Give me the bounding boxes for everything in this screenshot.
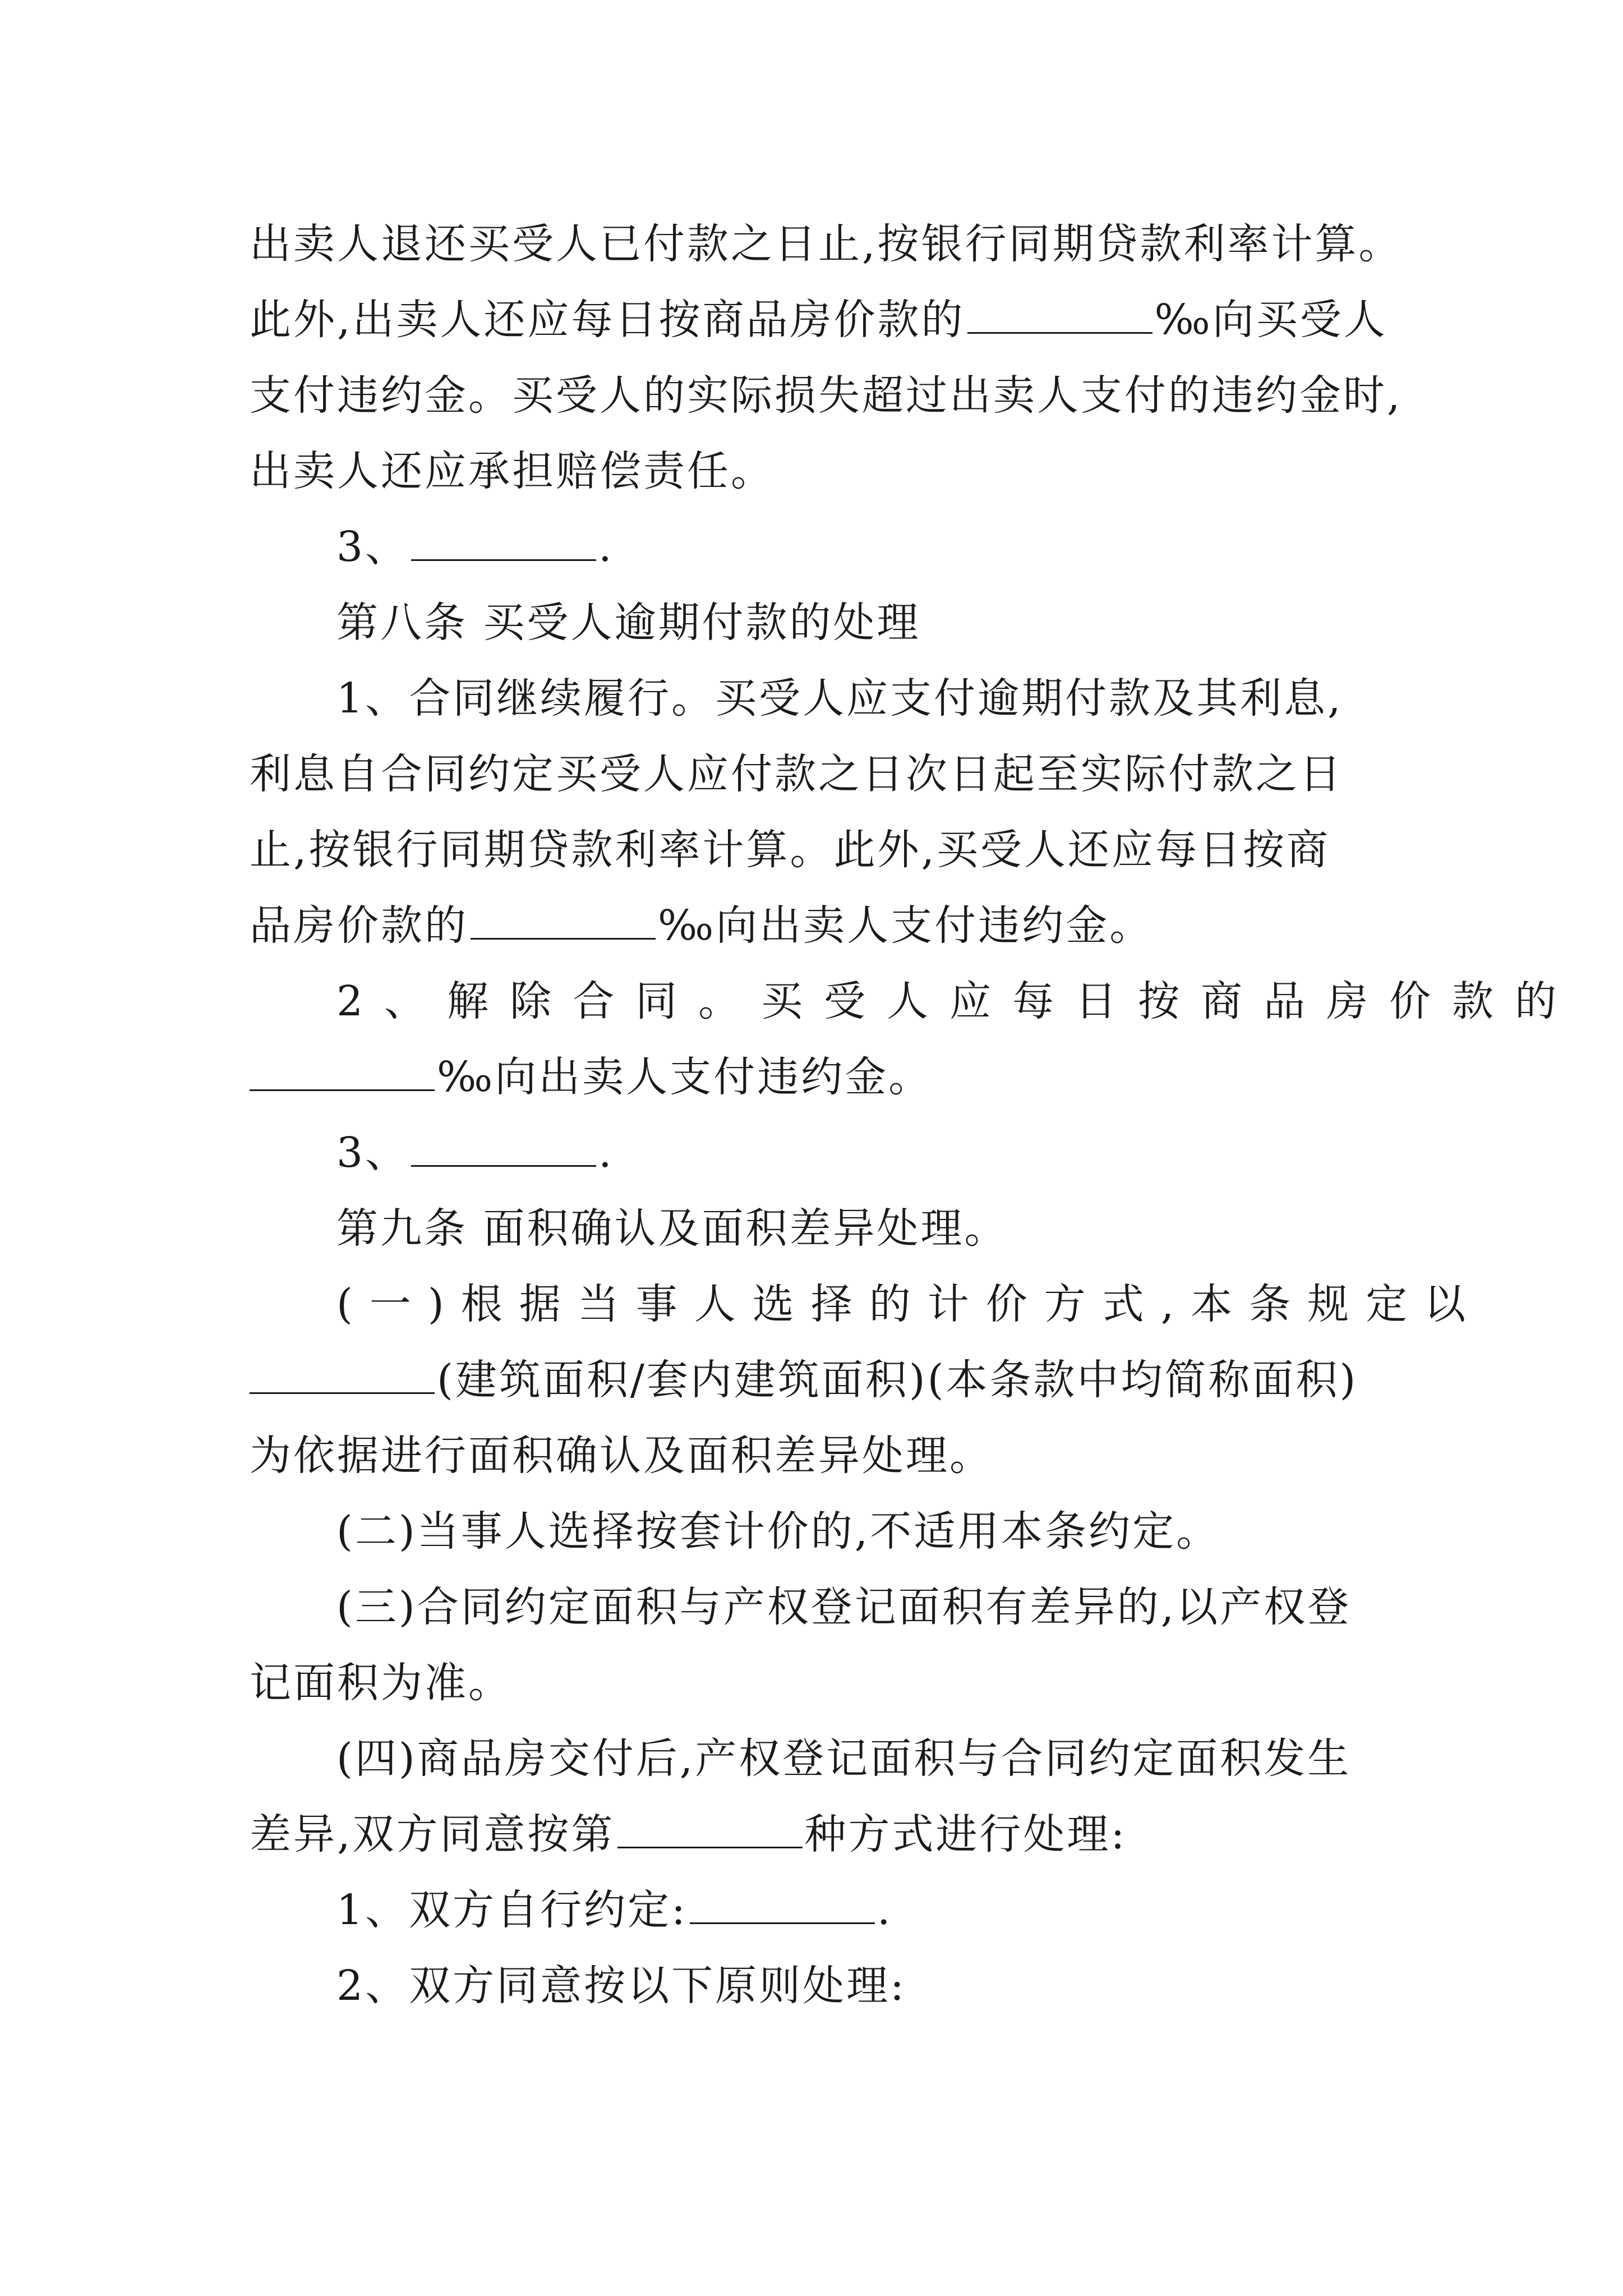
fill-blank[interactable] — [250, 1084, 435, 1091]
text: . — [598, 1129, 614, 1177]
text: (一)根据当事人选择的计价方式,本条规定以 — [336, 1280, 1483, 1328]
paragraph-line — [250, 892, 1438, 959]
text: 出卖人还应承担赔偿责任。 — [250, 447, 774, 495]
paragraph-line — [336, 1498, 1438, 1565]
paragraph-line — [250, 286, 1438, 353]
paragraph-line — [336, 1271, 1483, 1338]
text: . — [877, 1886, 893, 1934]
paragraph-line — [250, 1801, 1438, 1868]
paragraph-line — [250, 1043, 1438, 1111]
fill-blank[interactable] — [250, 1387, 435, 1394]
text: 2、解除合同。买受人应每日按商品房价款的 — [336, 977, 1578, 1025]
paragraph-line — [250, 740, 1438, 808]
paragraph-line — [250, 1346, 1438, 1414]
text: 为依据进行面积确认及面积差异处理。 — [250, 1432, 993, 1480]
text: (四)商品房交付后,产权登记面积与合同约定面积发生 — [336, 1734, 1352, 1783]
paragraph-line — [250, 816, 1438, 884]
text: (二)当事人选择按套计价的,不适用本条约定。 — [336, 1507, 1220, 1556]
text: ‰向买受人 — [1154, 296, 1387, 344]
paragraph-line — [336, 968, 1578, 1035]
text: 1、合同继续履行。买受人应支付逾期付款及其利息, — [336, 674, 1343, 723]
text: 3、 — [336, 1129, 409, 1177]
paragraph-line — [336, 1952, 1438, 2019]
text: 记面积为准。 — [250, 1659, 512, 1707]
paragraph-line — [250, 1422, 1438, 1489]
paragraph-line — [336, 513, 1438, 581]
fill-blank[interactable] — [967, 326, 1152, 334]
fill-blank[interactable] — [690, 1917, 875, 1924]
text: (三)合同约定面积与产权登记面积有差异的,以产权登 — [336, 1583, 1352, 1631]
paragraph-line — [336, 665, 1438, 732]
text: 支付违约金。买受人的实际损失超过出卖人支付的违约金时, — [250, 371, 1403, 420]
paragraph-line — [250, 1649, 1438, 1717]
text: 止,按银行同期贷款利率计算。此外,买受人还应每日按商 — [250, 826, 1331, 874]
section-heading — [336, 1195, 1438, 1262]
paragraph-line — [250, 362, 1438, 429]
text: ‰向出卖人支付违约金。 — [658, 901, 1154, 950]
paragraph-line — [336, 1876, 1438, 1944]
text: 出卖人退还买受人已付款之日止,按银行同期贷款利率计算。 — [250, 220, 1403, 268]
text: . — [598, 523, 614, 571]
text: 品房价款的 — [250, 901, 468, 950]
text: 利息自合同约定买受人应付款之日次日起至实际付款之日 — [250, 750, 1343, 798]
text: 1、双方自行约定: — [336, 1886, 688, 1934]
text: 2、双方同意按以下原则处理: — [336, 1962, 907, 2010]
fill-blank[interactable] — [411, 1159, 596, 1167]
section-heading — [336, 589, 1438, 656]
text: 第九条 面积确认及面积差异处理。 — [336, 1204, 1008, 1253]
text: 3、 — [336, 523, 409, 571]
text: 种方式进行处理: — [804, 1810, 1127, 1858]
paragraph-line — [250, 210, 1438, 278]
fill-blank[interactable] — [617, 1841, 803, 1848]
paragraph-line — [336, 1725, 1438, 1792]
text: 第八条 买受人逾期付款的处理 — [336, 599, 921, 647]
paragraph-line — [336, 1573, 1438, 1641]
fill-blank[interactable] — [411, 554, 596, 561]
text: 此外,出卖人还应每日按商品房价款的 — [250, 296, 965, 344]
fill-blank[interactable] — [471, 932, 656, 940]
text: ‰向出卖人支付违约金。 — [437, 1053, 933, 1101]
text: 差异,双方同意按第 — [250, 1810, 615, 1858]
paragraph-line — [250, 438, 1438, 505]
paragraph-line — [336, 1119, 1438, 1186]
text: (建筑面积/套内建筑面积)(本条款中均简称面积) — [437, 1356, 1358, 1404]
